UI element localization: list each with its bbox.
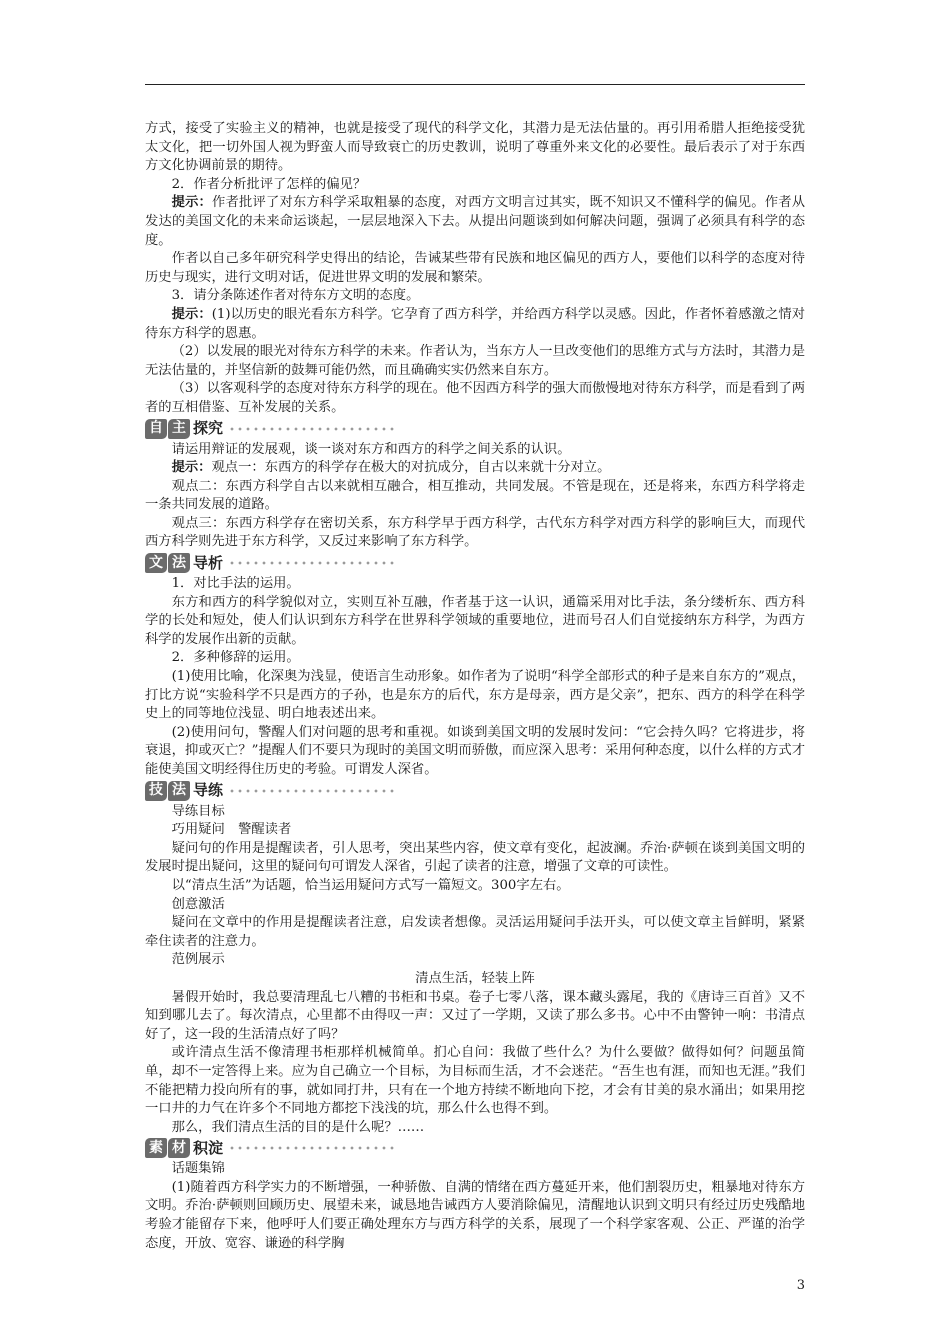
paragraph: 范例展示 [171,952,225,968]
section-seal: 技 [145,781,167,801]
dotted-divider [228,426,398,432]
section-title: 探究 [193,419,224,438]
paragraph: 疑问在文章中的作用是提醒读者注意，启发读者想像。灵活运用疑问手法开头，可以使文章主旨鲜明，紧紧牵住读者的注意力。 [145,915,805,949]
paragraph: （2）以发展的眼光对待东方科学的未来。作者认为，当东方人一旦改变他们的思维方式与方法时，其潜力是无法估量的，并坚信新的鼓舞可能仍然，而且确确实实仍然来自东方。 [145,344,806,378]
section-seal: 主 [168,419,190,439]
paragraph: 请运用辩证的发展观，谈一谈对东方和西方的科学之间关系的认识。 [171,441,571,457]
section-title: 导析 [193,553,224,572]
header-rule [145,84,805,85]
section-seal: 素 [145,1138,167,1158]
essay-paragraph: 或许清点生活不像清理书柜那样机械简单。扪心自问：我做了些什么？为什么要做？做得如何？问题虽简单，却不一定答得上来。应为自己确立一个目标，为目标而生活，才不会迷茫。“吾生也有涯，而知也无涯。”我们不能把精力投向所有的事，就如同打井，只有在一个地方持续不断地向下挖，才会有甘美的泉水涌出；如果用挖一口井的力气在许多个不同地方都挖下浅浅的坑，那么什么也得不到。 [145,1045,805,1117]
section-seal: 材 [168,1138,190,1158]
hint-text: 观点一：东西方的科学存在极大的对抗成分，自古以来就十分对立。 [211,460,611,476]
hint-label: 提示： [171,306,212,322]
question-3: 3．请分条陈述作者对待东方文明的态度。 [171,288,420,304]
paragraph: 1．对比手法的运用。 [171,576,300,592]
essay-title: 清点生活，轻装上阵 [415,970,535,986]
paragraph: (2)使用问句，警醒人们对问题的思考和重视。如谈到美国文明的发展时发问：“它会持久吗？它将进步，将衰退，抑或灭亡？”提醒人们不要只为现时的美国文明而骄傲，而应深入思考：采用何种态度，以什么样的方式才能使美国文明经得住历史的考验。可谓发人深省。 [145,724,805,777]
paragraph: 创意激活 [171,896,225,912]
paragraph: 东方和西方的科学貌似对立，实则互补互融，作者基于这一认识，通篇采用对比手法，条分缕析东、西方科学的长处和短处，使人们认识到东方科学在世界科学领域的重要地位，进而号召人们自觉接纳东方科学，为西方科学的发展作出新的贡献。 [145,594,805,647]
paragraph: 话题集锦 [171,1161,225,1177]
section-seal: 法 [168,781,190,801]
page-number: 3 [796,1278,805,1293]
paragraph: 疑问句的作用是提醒读者，引人思考，突出某些内容，使文章有变化，起波澜。乔治·萨顿在谈到美国文明的发展时提出疑问，这里的疑问句可谓发人深省，引起了读者的注意，增强了文章的可读性。 [145,840,805,875]
paragraph: (1)随着西方科学实力的不断增强，一种骄傲、自满的情绪在西方蔓延开来，他们割裂历史，粗暴地对待东方文明。乔治·萨顿则回顾历史、展望未来，诚恳地告诫西方人要消除偏见，清醒地认识到文明只有经过历史残酷地考验才能留存下来，他呼吁人们要正确处理东方与西方科学的关系，展现了一个科学家客观、公正、严谨的治学态度，开放、宽容、谦逊的科学胸 [145,1179,805,1251]
paragraph: 方式，接受了实验主义的精神，也就是接受了现代的科学文化，其潜力是无法估量的。再引用希腊人拒绝接受犹太文化，把一切外国人视为野蛮人而导致衰亡的历史教训，说明了尊重外来文化的必要性。最后表示了对于东西方文化协调前景的期待。 [145,121,805,174]
section-header-jifa [145,780,805,802]
hint-text: 作者批评了对东方科学采取粗暴的态度，对西方文明言过其实，既不知识又不懂科学的偏见。作者从发达的美国文化的未来命运谈起，一层层地深入下去。从提出问题谈到如何解决问题，强调了必须具有科学的态度。 [145,195,806,248]
paragraph: 以“清点生活”为话题，恰当运用疑问方式写一篇短文。300字左右。 [171,877,570,893]
dotted-divider [228,788,398,794]
paragraph: 作者以自己多年研究科学史得出的结论，告诫某些带有民族和地区偏见的西方人，要他们以科学的态度对待历史与现实，进行文明对话，促进世界文明的发展和繁荣。 [145,251,805,285]
section-seal: 法 [168,553,190,573]
section-seal: 自 [145,419,167,439]
hint-label: 提示： [171,195,213,211]
essay-paragraph: 暑假开始时，我总要清理乱七八糟的书柜和书桌。卷子七零八落，课本藏头露尾，我的《唐诗三百首》又不知到哪儿去了。每次清点，心里都不由得叹一声：又过了一学期，又读了那么多书。心中不由警钟一响：书清点好了，这一段的生活清点好了吗？ [145,989,805,1042]
dotted-divider [228,1145,398,1151]
paragraph: 观点三：东西方科学存在密切关系，东方科学早于西方科学，古代东方科学对西方科学的影响巨大，而现代西方科学则先进于东方科学，又反过来影响了东方科学。 [145,515,805,550]
page-content [145,120,805,1253]
section-title: 导练 [193,781,224,800]
section-seal: 文 [145,553,167,573]
question-2: 2．作者分析批评了怎样的偏见？ [171,176,367,192]
paragraph: (1)使用比喻，化深奥为浅显，使语言生动形象。如作者为了说明“科学全部形式的种子是来自东方的”观点，打比方说“实验科学不只是西方的子孙，也是东方的后代，东方是母亲，西方是父亲”，把东、西方的科学在科学史上的同等地位浅显、明白地表述出来。 [145,669,805,722]
paragraph: 导练目标 [171,803,225,819]
answer-3 [145,306,805,343]
section-header-sucai [145,1137,805,1159]
hint-text: (1)以历史的眼光看东方科学。它孕育了西方科学，并给西方科学以灵感。因此，作者怀着感激之情对待东方科学的恩惠。 [145,306,806,341]
essay-paragraph: 那么，我们清点生活的目的是什么呢？…… [171,1119,425,1135]
paragraph: 巧用疑问 警醒读者 [171,822,292,838]
paragraph: （3）以客观科学的态度对待东方科学的现在。他不因西方科学的强大而傲慢地对待东方科学，而是看到了两者的互相借鉴、互补发展的关系。 [145,381,806,415]
paragraph: 2．多种修辞的运用。 [171,650,300,666]
section-header-zizhu [145,418,805,440]
paragraph: 观点二：东西方科学自古以来就相互融合，相互推动，共同发展。不管是现在，还是将来，东西方科学将走一条共同发展的道路。 [145,478,805,513]
hint [145,459,805,478]
hint-label: 提示： [171,460,212,476]
section-header-wenfa [145,552,805,574]
dotted-divider [228,560,398,566]
answer-2 [145,194,805,250]
section-title: 积淀 [193,1138,224,1157]
